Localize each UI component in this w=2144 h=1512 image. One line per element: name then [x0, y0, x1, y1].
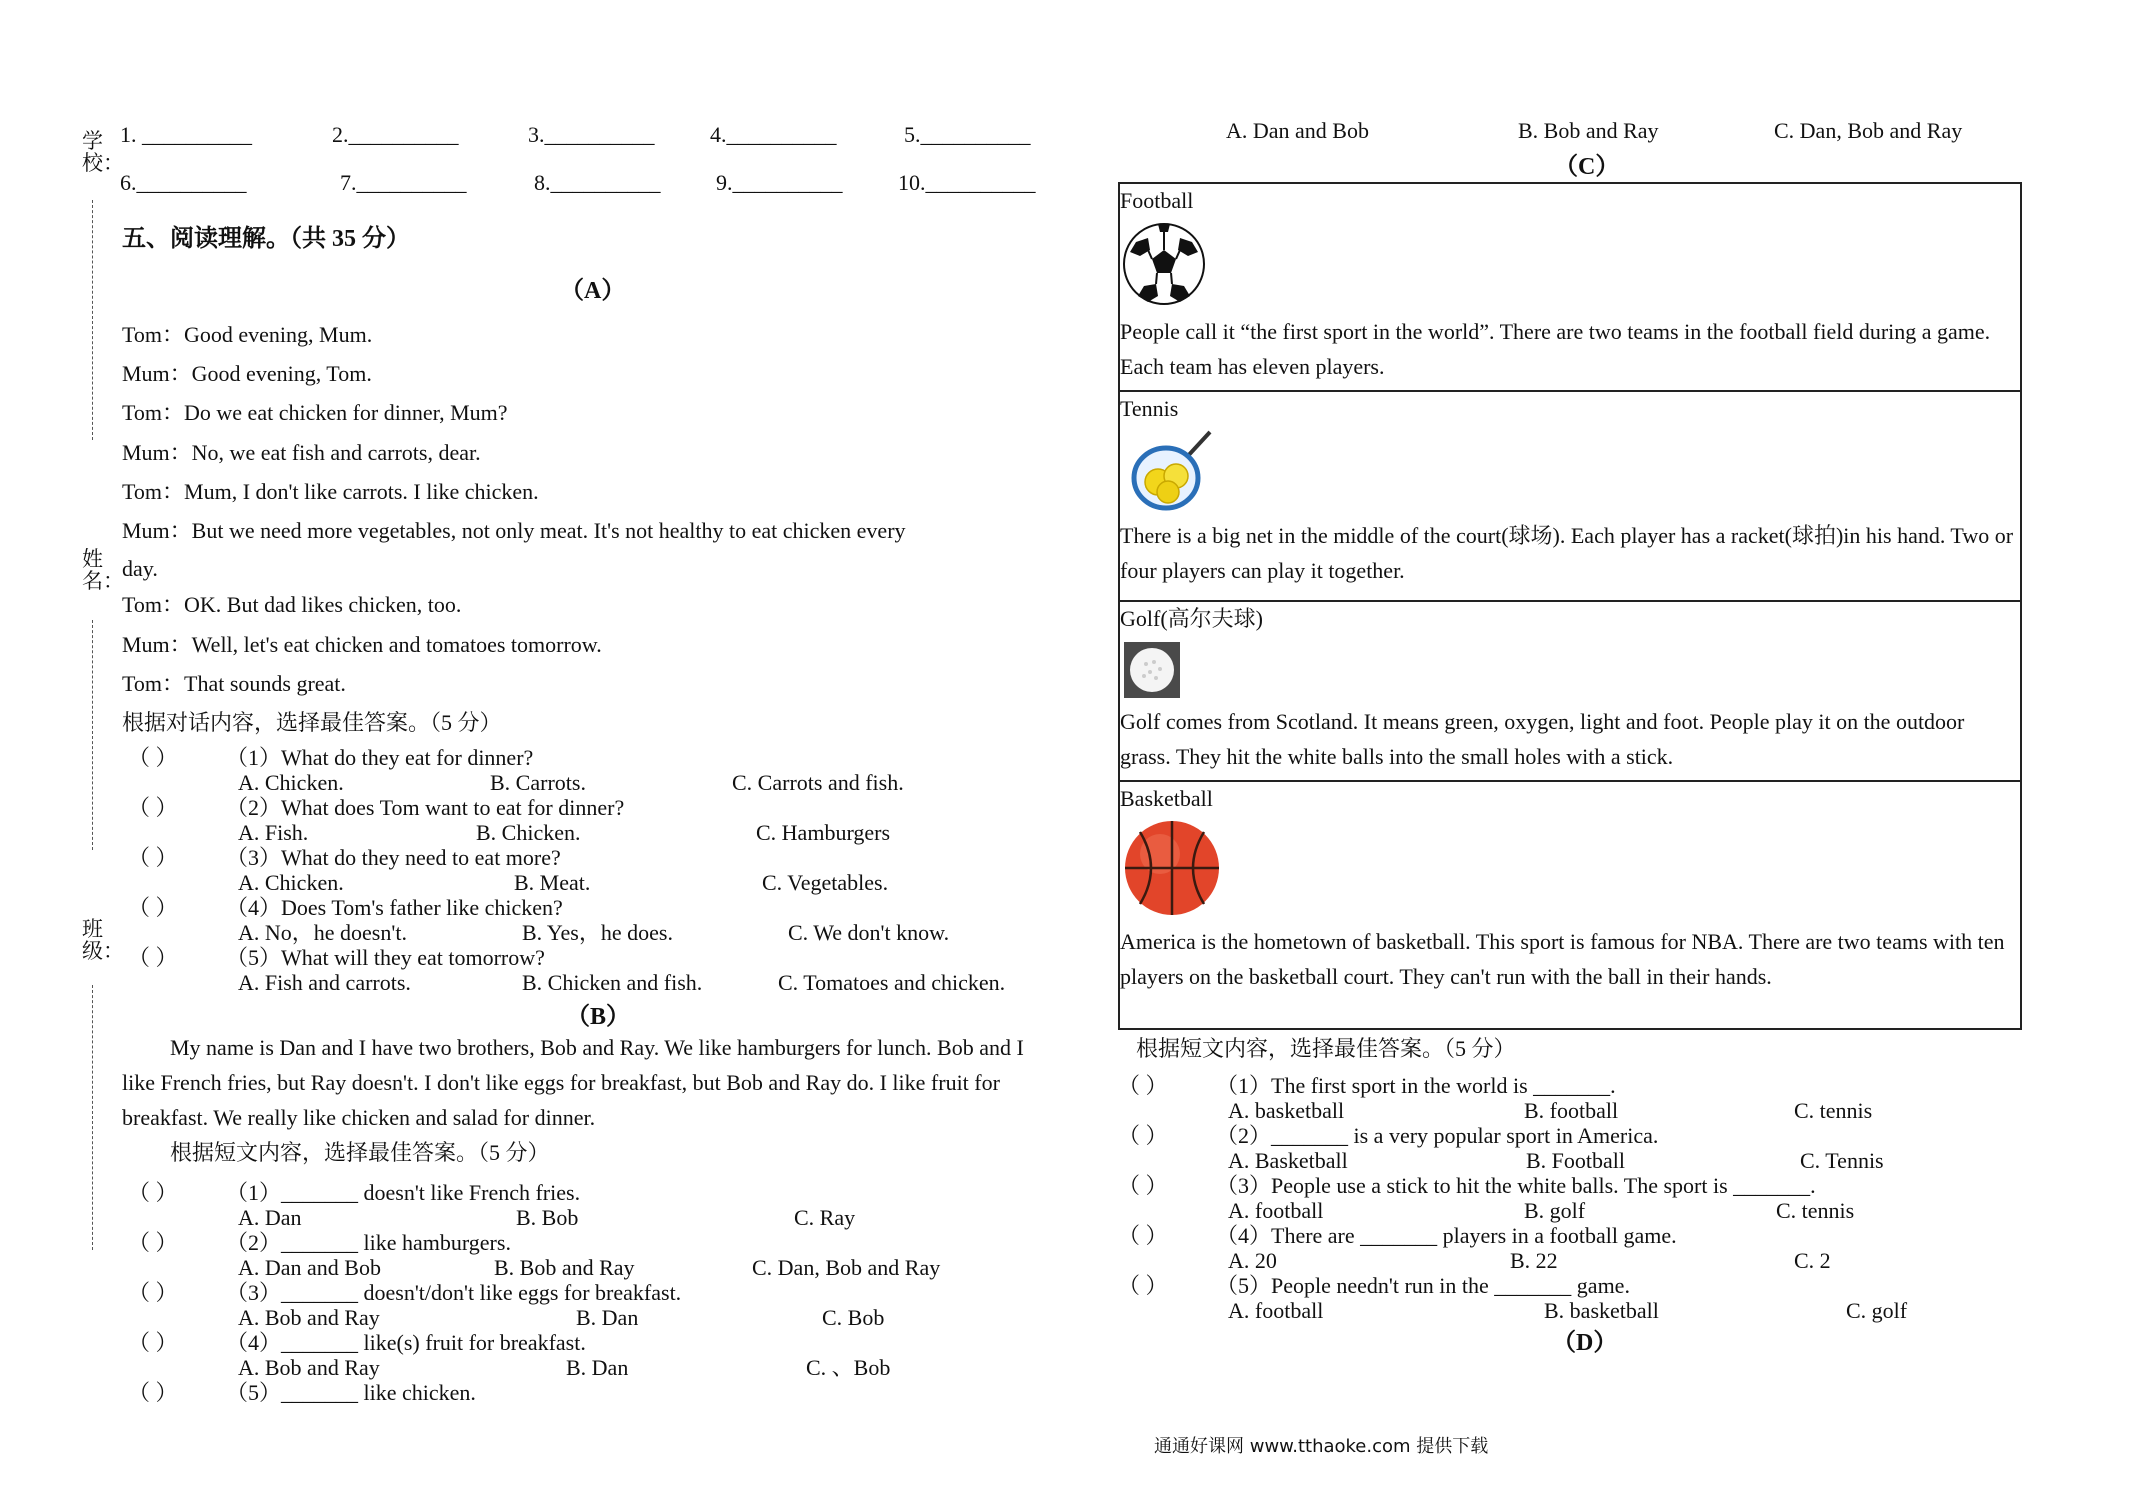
answer-bracket[interactable]: （ ）: [128, 845, 178, 870]
question: （4）There are _______ players in a football game.: [1216, 1223, 1677, 1248]
answer-blank-4[interactable]: 4.__________: [710, 122, 837, 147]
option-c: C. We don't know.: [788, 920, 950, 945]
option-c: C. golf: [1846, 1298, 1908, 1323]
sport-title: Tennis: [1120, 396, 1179, 421]
option-b: B. basketball: [1544, 1298, 1659, 1323]
option-b: B. Chicken.: [476, 820, 581, 845]
section-heading: 五、阅读理解。（共 35 分）: [122, 226, 410, 252]
answer-blank-9[interactable]: 9.__________: [716, 170, 843, 195]
sport-section-football: [1120, 184, 2020, 390]
answer-bracket[interactable]: （ ）: [1118, 1173, 1168, 1198]
sport-description: America is the hometown of basketball. This sport is famous for NBA. There are two teams with ten players on the basketball court. They can't run with the ball in their hands.: [1120, 929, 2005, 989]
school-label: 学校：: [82, 129, 124, 175]
sport-description: People call it “the first sport in the world”. There are two teams in the football field during a game. Each team has eleven players.: [1120, 319, 1991, 379]
question: （1）_______ doesn't like French fries.: [226, 1180, 581, 1205]
question: （5）_______ like chicken.: [226, 1380, 476, 1405]
answer-blank-6[interactable]: 6.__________: [120, 170, 247, 195]
sport-section-tennis: [1120, 390, 2020, 602]
answer-bracket[interactable]: （ ）: [128, 745, 178, 770]
sports-table: [1118, 182, 2022, 1030]
dialogue-line: day.: [122, 556, 158, 581]
answer-bracket[interactable]: （ ）: [128, 1180, 178, 1205]
answer-blank-1[interactable]: 1. __________: [120, 122, 252, 147]
question: （2）What does Tom want to eat for dinner?: [226, 795, 625, 820]
option-c: C. Ray: [794, 1205, 856, 1230]
option-b: B. Meat.: [514, 870, 591, 895]
sport-title: Golf(高尔夫球): [1120, 606, 1263, 631]
answer-blank-3[interactable]: 3.__________: [528, 122, 655, 147]
tennis-icon: [1124, 428, 1214, 518]
binding-line: [92, 620, 93, 850]
question: （5）What will they eat tomorrow?: [226, 945, 545, 970]
option-b: B. Bob and Ray: [494, 1255, 635, 1280]
option-c: C. Tomatoes and chicken.: [778, 970, 1006, 995]
football-icon: [1122, 222, 1206, 306]
answer-bracket[interactable]: （ ）: [128, 1330, 178, 1355]
sport-section-golf: [1120, 600, 2020, 782]
binding-line: [92, 200, 93, 440]
option-c: C. 、Bob: [806, 1355, 891, 1380]
passage-a-label: （A）: [560, 278, 626, 304]
option-b: B. football: [1524, 1098, 1619, 1123]
answer-bracket[interactable]: （ ）: [1118, 1223, 1168, 1248]
answer-bracket[interactable]: （ ）: [1118, 1123, 1168, 1148]
option-a: A. Fish.: [238, 820, 309, 845]
option-b: B. Bob: [516, 1205, 579, 1230]
dialogue-line: Mum：Well, let's eat chicken and tomatoes tomorrow.: [122, 632, 602, 657]
option-c: C. Dan, Bob and Ray: [752, 1255, 941, 1280]
sport-title: Football: [1120, 188, 1194, 213]
option-c: C. tennis: [1776, 1198, 1855, 1223]
option-b: B. Carrots.: [490, 770, 586, 795]
binding-line: [92, 985, 93, 1250]
option-c: C. Carrots and fish.: [732, 770, 904, 795]
answer-blank-7[interactable]: 7.__________: [340, 170, 467, 195]
option-a: A. 20: [1228, 1248, 1277, 1273]
option-a: A. Bob and Ray: [238, 1355, 380, 1380]
sport-description: Golf comes from Scotland. It means green, oxygen, light and foot. People play it on the outdoor grass. They hit the white balls into the small holes with a stick.: [1120, 709, 1965, 769]
dialogue-line: Tom：Good evening, Mum.: [122, 322, 373, 347]
sport-description: There is a big net in the middle of the court(球场). Each player has a racket(球拍)in his hand. Two or four players can play it together.: [1120, 523, 2014, 583]
question: （1）What do they eat for dinner?: [226, 745, 534, 770]
option-b: B. 22: [1510, 1248, 1558, 1273]
instruction: 根据对话内容，选择最佳答案。（5 分）: [122, 710, 502, 735]
option-a: A. Dan and Bob: [238, 1255, 381, 1280]
option-a: A. Fish and carrots.: [238, 970, 411, 995]
option-b: B. Chicken and fish.: [522, 970, 703, 995]
answer-blank-8[interactable]: 8.__________: [534, 170, 661, 195]
option-a: A. Chicken.: [238, 870, 344, 895]
question: （3）What do they need to eat more?: [226, 845, 561, 870]
option-a: A. basketball: [1228, 1098, 1345, 1123]
option-b: B. Yes，he does.: [522, 920, 673, 945]
dialogue-line: Mum：But we need more vegetables, not only meat. It's not healthy to eat chicken every: [122, 518, 906, 543]
question: （2）_______ is a very popular sport in America.: [1216, 1123, 1659, 1148]
option-b: B. Dan: [576, 1305, 639, 1330]
option-b: B. Dan: [566, 1355, 629, 1380]
dialogue-line: Mum：Good evening, Tom.: [122, 361, 372, 386]
question: （5）People needn't run in the _______ game.: [1216, 1273, 1630, 1298]
answer-blank-2[interactable]: 2.__________: [332, 122, 459, 147]
answer-blank-5[interactable]: 5.__________: [904, 122, 1031, 147]
answer-bracket[interactable]: （ ）: [128, 1230, 178, 1255]
question: （2）_______ like hamburgers.: [226, 1230, 511, 1255]
sport-title: Basketball: [1120, 786, 1213, 811]
answer-bracket[interactable]: （ ）: [128, 945, 178, 970]
option-c: C. Hamburgers: [756, 820, 891, 845]
option-c: C. Bob: [822, 1305, 885, 1330]
passage-b-text: My name is Dan and I have two brothers, Bob and Ray. We like hamburgers for lunch. Bob and I like French fries, but Ray doesn't. I don't like eggs for breakfast, but Bob and Ray do. I like fruit for breakfast. We really like chicken and salad for dinner.: [122, 1035, 1024, 1130]
option-b: B. golf: [1524, 1198, 1586, 1223]
option-a: A. football: [1228, 1298, 1324, 1323]
answer-blank-10[interactable]: 10.__________: [898, 170, 1036, 195]
question: （3）People use a stick to hit the white balls. The sport is _______.: [1216, 1173, 1816, 1198]
option-a: A. Chicken.: [238, 770, 344, 795]
passage-b-label: （B）: [566, 1004, 631, 1030]
option-c: C. Dan, Bob and Ray: [1774, 118, 1963, 143]
option-a: A. No，he doesn't.: [238, 920, 407, 945]
answer-bracket[interactable]: （ ）: [128, 1380, 178, 1405]
passage-d-label: （D）: [1552, 1330, 1618, 1356]
option-b: B. Football: [1526, 1148, 1626, 1173]
option-a: A. Basketball: [1228, 1148, 1348, 1173]
question: （3）_______ doesn't/don't like eggs for breakfast.: [226, 1280, 682, 1305]
answer-bracket[interactable]: （ ）: [128, 1280, 178, 1305]
dialogue-line: Tom：Mum, I don't like carrots. I like chicken.: [122, 479, 539, 504]
option-c: C. Vegetables.: [762, 870, 889, 895]
option-c: C. Tennis: [1800, 1148, 1884, 1173]
basketball-icon: [1122, 818, 1222, 918]
option-b: B. Bob and Ray: [1518, 118, 1659, 143]
name-label: 姓名：: [82, 547, 124, 593]
dialogue-line: Tom：Do we eat chicken for dinner, Mum?: [122, 400, 508, 425]
footer-credit: 通通好课网 www.tthaoke.com 提供下载: [1154, 1436, 1489, 1457]
instruction: 根据短文内容，选择最佳答案。（5 分）: [1136, 1036, 1516, 1061]
answer-bracket[interactable]: （ ）: [1118, 1073, 1168, 1098]
option-c: C. tennis: [1794, 1098, 1873, 1123]
passage-c-label: （C）: [1554, 154, 1620, 180]
dialogue-line: Mum：No, we eat fish and carrots, dear.: [122, 440, 481, 465]
option-a: A. football: [1228, 1198, 1324, 1223]
answer-bracket[interactable]: （ ）: [1118, 1273, 1168, 1298]
instruction: 根据短文内容，选择最佳答案。（5 分）: [170, 1140, 550, 1165]
option-c: C. 2: [1794, 1248, 1831, 1273]
answer-bracket[interactable]: （ ）: [128, 895, 178, 920]
dialogue-line: Tom：That sounds great.: [122, 671, 346, 696]
question: （4）Does Tom's father like chicken?: [226, 895, 563, 920]
question: （4）_______ like(s) fruit for breakfast.: [226, 1330, 586, 1355]
sport-section-basketball: [1120, 780, 2020, 1030]
option-a: A. Bob and Ray: [238, 1305, 380, 1330]
question: （1）The first sport in the world is _______.: [1216, 1073, 1616, 1098]
dialogue-line: Tom：OK. But dad likes chicken, too.: [122, 592, 462, 617]
answer-bracket[interactable]: （ ）: [128, 795, 178, 820]
option-a: A. Dan and Bob: [1226, 118, 1369, 143]
option-a: A. Dan: [238, 1205, 302, 1230]
class-label: 班级：: [82, 917, 124, 963]
golf-ball-icon: [1124, 642, 1180, 698]
